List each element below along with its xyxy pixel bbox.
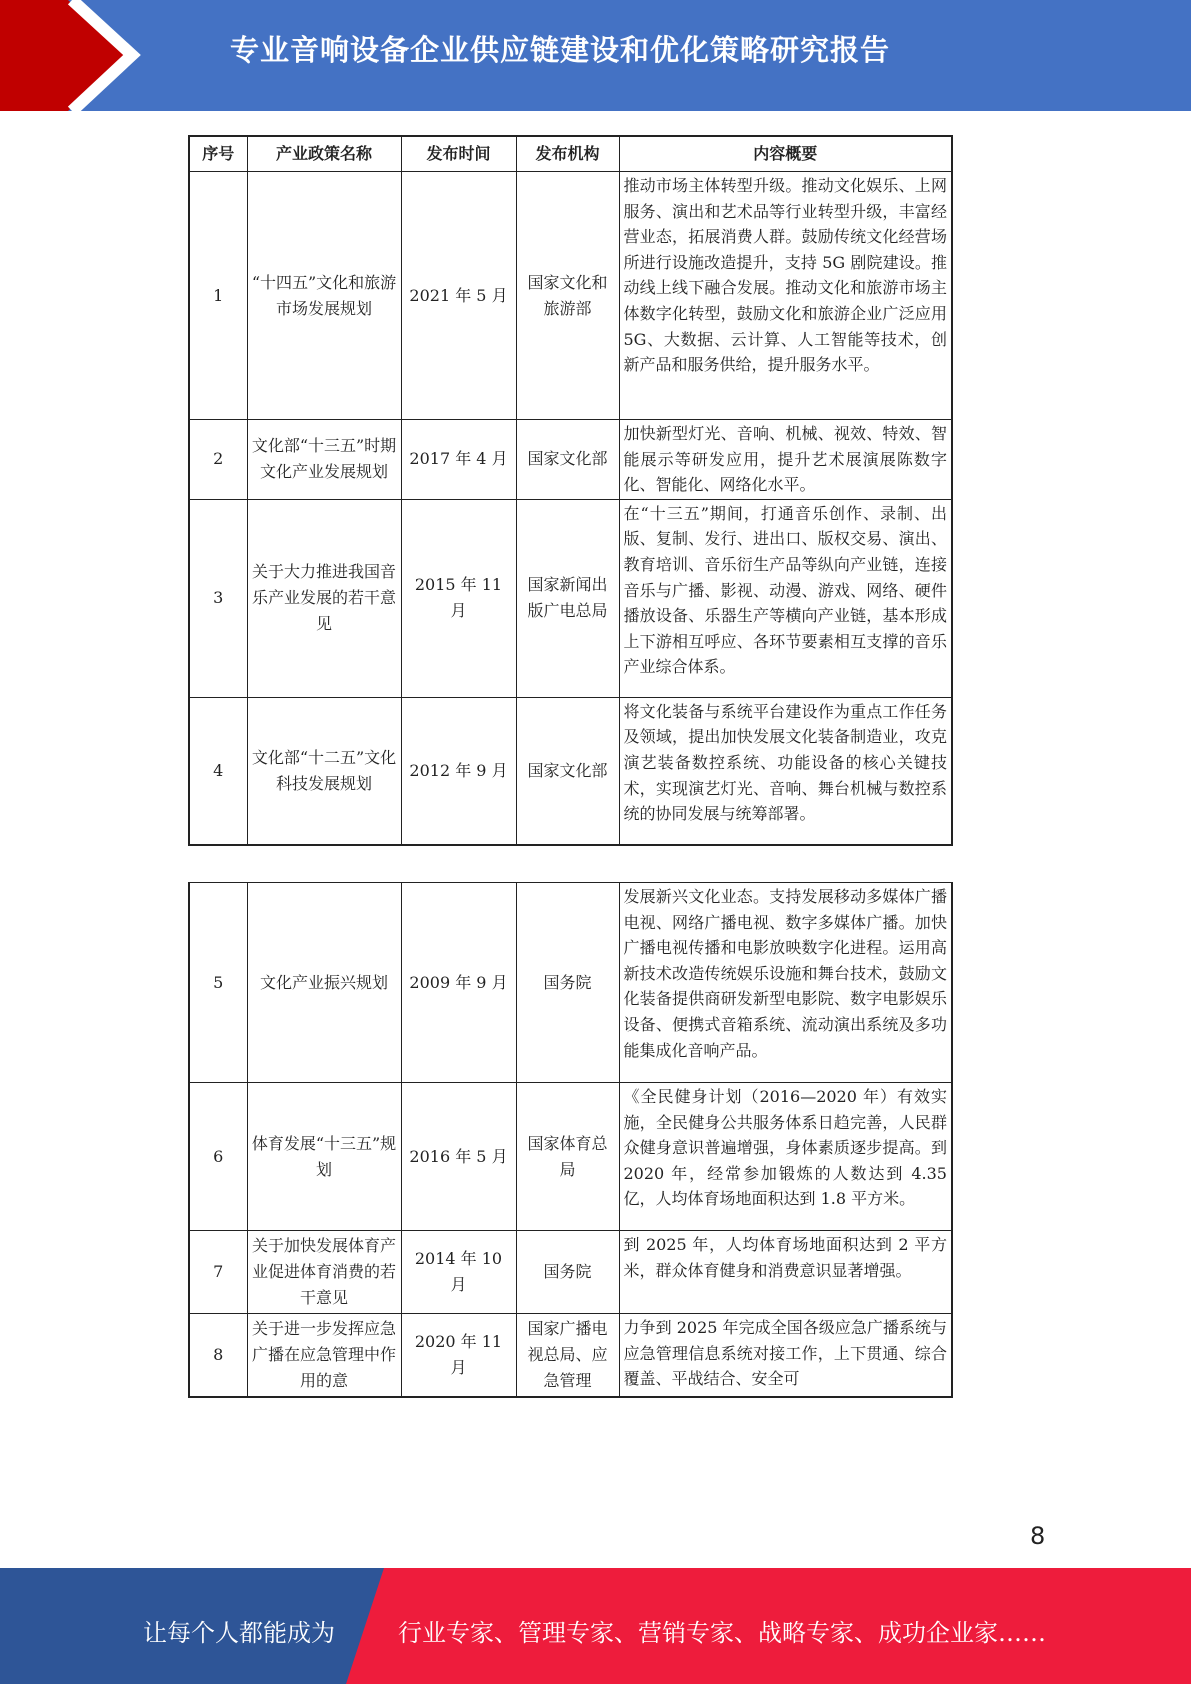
row-index: 1 — [189, 172, 247, 420]
footer-banner — [0, 1568, 1191, 1684]
row-summary: 到 2025 年，人均体育场地面积达到 2 平方米，群众体育健身和消费意识显著增强。 — [619, 1231, 952, 1314]
report-title: 专业音响设备企业供应链建设和优化策略研究报告 — [230, 33, 891, 67]
row-issuer: 国务院 — [516, 1231, 619, 1314]
header-policy-name: 产业政策名称 — [247, 136, 401, 172]
row-issuer: 国家新闻出版广电总局 — [516, 499, 619, 697]
row-summary: 将文化装备与系统平台建设作为重点工作任务及领域，提出加快发展文化装备制造业，攻克演艺装备数控系统、功能设备的核心关键技术，实现演艺灯光、音响、舞台机械与数控系统的协同发展与统筹部署。 — [619, 697, 952, 845]
table-row — [189, 1231, 952, 1314]
row-index: 3 — [189, 499, 247, 697]
row-issuer: 国务院 — [516, 883, 619, 1083]
footer-slogan-right: 行业专家、管理专家、营销专家、战略专家、成功企业家…… — [398, 1619, 1046, 1647]
row-release-date: 2021 年 5 月 — [401, 172, 516, 420]
row-summary: 在“十三五”期间，打通音乐创作、录制、出版、复制、发行、进出口、版权交易、演出、教育培训、音乐衍生产品等纵向产业链，连接音乐与广播、影视、动漫、游戏、网络、硬件播放设备、乐器生产等横向产业链，基本形成上下游相互呼应、各环节要素相互支撑的音乐产业综合体系。 — [619, 499, 952, 697]
row-summary: 《全民健身计划（2016—2020 年）有效实施，全民健身公共服务体系日趋完善，人民群众健身意识普遍增强，身体素质逐步提高。到 2020 年，经常参加锻炼的人数达到 4.35 亿，人均体育场地面积达到 1.8 平方米。 — [619, 1083, 952, 1231]
row-issuer: 国家文化和旅游部 — [516, 172, 619, 420]
row-release-date: 2016 年 5 月 — [401, 1083, 516, 1231]
row-release-date: 2012 年 9 月 — [401, 697, 516, 845]
row-issuer: 国家文化部 — [516, 697, 619, 845]
table-header-row — [189, 136, 952, 172]
header-index: 序号 — [189, 136, 247, 172]
page-number: 8 — [1030, 1522, 1046, 1550]
table-row — [189, 697, 952, 845]
chevron-decoration — [0, 0, 160, 111]
row-release-date: 2015 年 11 月 — [401, 499, 516, 697]
row-index: 6 — [189, 1083, 247, 1231]
table-row — [189, 1314, 952, 1398]
row-index: 7 — [189, 1231, 247, 1314]
table-row — [189, 499, 952, 697]
row-policy-name: 关于大力推进我国音乐产业发展的若干意见 — [247, 499, 401, 697]
table-row — [189, 1083, 952, 1231]
header-banner — [0, 0, 1191, 111]
table-row — [189, 883, 952, 1083]
row-index: 5 — [189, 883, 247, 1083]
row-policy-name: “十四五”文化和旅游市场发展规划 — [247, 172, 401, 420]
row-policy-name: 关于加快发展体育产业促进体育消费的若干意见 — [247, 1231, 401, 1314]
row-issuer: 国家广播电视总局、应急管理 — [516, 1314, 619, 1398]
header-summary: 内容概要 — [619, 136, 952, 172]
row-issuer: 国家体育总局 — [516, 1083, 619, 1231]
policy-table-part-2 — [188, 882, 953, 1398]
row-policy-name: 关于进一步发挥应急广播在应急管理中作用的意 — [247, 1314, 401, 1398]
row-release-date: 2020 年 11 月 — [401, 1314, 516, 1398]
row-release-date: 2014 年 10 月 — [401, 1231, 516, 1314]
row-issuer: 国家文化部 — [516, 420, 619, 500]
row-release-date: 2017 年 4 月 — [401, 420, 516, 500]
row-policy-name: 文化部“十二五”文化科技发展规划 — [247, 697, 401, 845]
row-policy-name: 文化部“十三五”时期文化产业发展规划 — [247, 420, 401, 500]
row-index: 2 — [189, 420, 247, 500]
table-row — [189, 420, 952, 500]
table-row — [189, 172, 952, 420]
row-summary: 发展新兴文化业态。支持发展移动多媒体广播电视、网络广播电视、数字多媒体广播。加快广播电视传播和电影放映数字化进程。运用高新技术改造传统娱乐设施和舞台技术，鼓励文化装备提供商研发新型电影院、数字电影娱乐设备、便携式音箱系统、流动演出系统及多功能集成化音响产品。 — [619, 883, 952, 1083]
header-issuer: 发布机构 — [516, 136, 619, 172]
row-summary: 力争到 2025 年完成全国各级应急广播系统与应急管理信息系统对接工作，上下贯通、综合覆盖、平战结合、安全可 — [619, 1314, 952, 1398]
row-summary: 推动市场主体转型升级。推动文化娱乐、上网服务、演出和艺术品等行业转型升级，丰富经营业态，拓展消费人群。鼓励传统文化经营场所进行设施改造提升，支持 5G 剧院建设。推动线上线下融合发展。推动文化和旅游市场主体数字化转型，鼓励文化和旅游企业广泛应用 5G、大数据、云计算、人工智能等技术，创新产品和服务供给，提升服务水平。 — [619, 172, 952, 420]
row-policy-name: 文化产业振兴规划 — [247, 883, 401, 1083]
footer-slogan-left: 让每个人都能成为 — [143, 1619, 335, 1647]
row-index: 4 — [189, 697, 247, 845]
row-index: 8 — [189, 1314, 247, 1398]
header-release-date: 发布时间 — [401, 136, 516, 172]
row-policy-name: 体育发展“十三五”规划 — [247, 1083, 401, 1231]
row-release-date: 2009 年 9 月 — [401, 883, 516, 1083]
policy-table-part-1 — [188, 135, 953, 846]
row-summary: 加快新型灯光、音响、机械、视效、特效、智能展示等研发应用，提升艺术展演展陈数字化、智能化、网络化水平。 — [619, 420, 952, 500]
